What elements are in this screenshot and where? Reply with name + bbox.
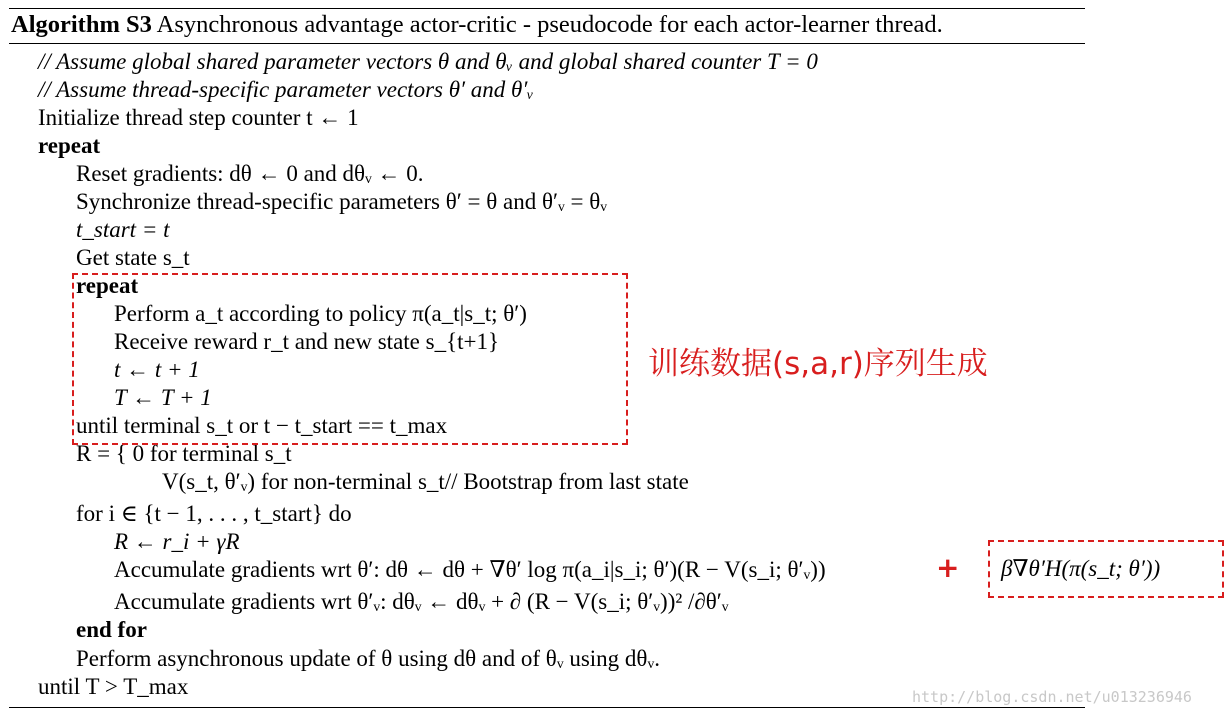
rollout-loop-label: 训练数据(s,a,r)序列生成	[648, 346, 988, 382]
increment-t: t ← t + 1	[114, 357, 200, 382]
inner-until: until terminal s_t or t − t_start == t_max	[76, 413, 448, 438]
algorithm-caption: Asynchronous advantage actor-critic - pseudocode for each actor-learner thread.	[156, 11, 943, 38]
set-t-start: t_start = t	[76, 217, 170, 242]
inner-repeat-keyword: repeat	[76, 273, 139, 298]
return-case-bootstrap: V(s_t, θ′ᵥ) for non-terminal s_t// Bootstrap from last state	[162, 469, 689, 494]
perform-action: Perform a_t according to policy π(a_t|s_t; θ′)	[114, 301, 527, 326]
rollout-loop-highlight-box	[72, 273, 628, 445]
init-step-counter: Initialize thread step counter t ← 1	[38, 105, 359, 130]
algorithm-label: Algorithm S3	[11, 11, 152, 38]
comment-thread-params: // Assume thread-specific parameter vectors θ′ and θ′ᵥ	[38, 77, 534, 102]
end-for-keyword: end for	[76, 617, 147, 642]
increment-T: T ← T + 1	[114, 385, 212, 410]
return-case-terminal: R = { 0 for terminal s_t	[76, 441, 292, 466]
top-rule	[9, 8, 1085, 9]
comment-global-params: // Assume global shared parameter vectors θ and θᵥ and global shared counter T = 0	[38, 49, 818, 74]
async-update: Perform asynchronous update of θ using dθ and of θᵥ using dθᵥ.	[76, 646, 660, 671]
get-state: Get state s_t	[76, 245, 190, 270]
outer-repeat-keyword: repeat	[38, 133, 101, 158]
title-rule	[9, 43, 1085, 44]
bottom-rule	[9, 707, 1085, 708]
outer-until: until T > T_max	[38, 674, 189, 699]
sync-params: Synchronize thread-specific parameters θ′ = θ and θ′ᵥ = θᵥ	[76, 189, 608, 214]
accumulate-policy-gradient: Accumulate gradients wrt θ′: dθ ← dθ + ∇θ′ log π(a_i|s_i; θ′)(R − V(s_i; θ′ᵥ))	[114, 557, 826, 582]
plus-sign: +	[936, 551, 960, 584]
watermark: http://blog.csdn.net/u013236946	[912, 688, 1192, 706]
update-return: R ← r_i + γR	[114, 529, 240, 554]
accumulate-value-gradient: Accumulate gradients wrt θ′ᵥ: dθᵥ ← dθᵥ + ∂ (R − V(s_i; θ′ᵥ))² /∂θ′ᵥ	[114, 589, 729, 614]
receive-reward: Receive reward r_t and new state s_{t+1}	[114, 329, 500, 354]
reset-gradients: Reset gradients: dθ ← 0 and dθᵥ ← 0.	[76, 161, 424, 186]
algorithm-title	[11, 10, 943, 40]
entropy-term: β∇θ′H(π(s_t; θ′))	[1001, 556, 1161, 581]
for-loop-header: for i ∈ {t − 1, . . . , t_start} do	[76, 501, 352, 526]
